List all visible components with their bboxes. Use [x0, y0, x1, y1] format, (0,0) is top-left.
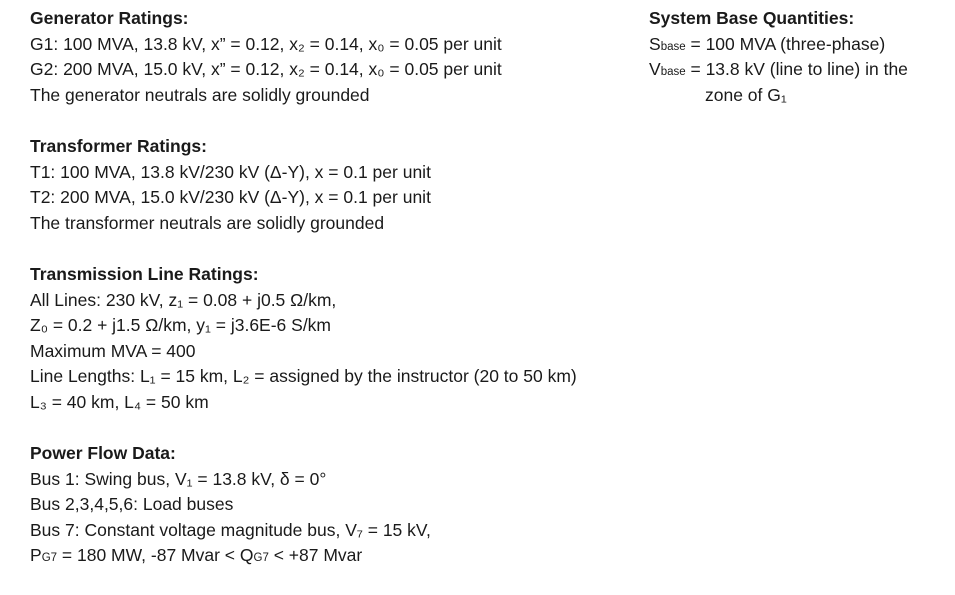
g2-rating: G2: 200 MVA, 15.0 kV, x” = 0.12, x₂ = 0.14, x₀ = 0.05 per unit — [30, 59, 502, 80]
power-flow-heading: Power Flow Data: — [30, 443, 176, 464]
transmission-line-section — [30, 262, 640, 416]
pg-symbol: P — [30, 545, 42, 566]
line-lengths-1: Line Lengths: L₁ = 15 km, L₂ = assigned by the instructor (20 to 50 km) — [30, 366, 577, 387]
bus7-data: Bus 7: Constant voltage magnitude bus, V₇ = 15 kV, — [30, 519, 431, 540]
bus1-data: Bus 1: Swing bus, V₁ = 13.8 kV, δ = 0° — [30, 468, 327, 489]
g1-rating: G1: 100 MVA, 13.8 kV, x” = 0.12, x₂ = 0.14, x₀ = 0.05 per unit — [30, 33, 502, 54]
generator-ratings-heading: Generator Ratings: — [30, 8, 189, 28]
generator-ratings-section — [30, 6, 640, 108]
pg-subscript: G7 — [41, 552, 58, 565]
line-max-mva: Maximum MVA = 400 — [30, 340, 196, 361]
pq-end-text: < +87 Mvar — [268, 545, 363, 566]
s-base-symbol: S — [649, 33, 661, 54]
transformer-ratings-section — [30, 134, 640, 236]
qg-subscript: G7 — [253, 552, 269, 565]
left-column — [30, 6, 640, 595]
t1-rating: T1: 100 MVA, 13.8 kV/230 kV (Δ-Y), x = 0.1 per unit — [30, 161, 431, 182]
system-base-heading: System Base Quantities: — [649, 8, 855, 28]
t2-rating: T2: 200 MVA, 15.0 kV/230 kV (Δ-Y), x = 0.1 per unit — [30, 187, 431, 208]
v-base-subscript: base — [660, 66, 686, 79]
v-base-value: = 13.8 kV (line to line) in the — [685, 59, 908, 80]
pq-middle-text: = 180 MW, -87 Mvar < Q — [57, 545, 254, 566]
s-base-value: = 100 MVA (three-phase) — [685, 33, 886, 54]
line-impedance-z0: Z₀ = 0.2 + j1.5 Ω/km, y₁ = j3.6E-6 S/km — [30, 315, 332, 336]
line-lengths-2: L₃ = 40 km, L₄ = 50 km — [30, 391, 209, 412]
bus7-pq-limits — [30, 543, 640, 569]
s-base-subscript: base — [660, 40, 686, 53]
load-buses-data: Bus 2,3,4,5,6: Load buses — [30, 494, 234, 515]
right-column — [649, 6, 949, 108]
v-base-zone: zone of G₁ — [705, 84, 787, 105]
transmission-line-heading: Transmission Line Ratings: — [30, 263, 259, 284]
line-impedance-z1: All Lines: 230 kV, z₁ = 0.08 + j0.5 Ω/km, — [30, 289, 337, 310]
s-base-line — [649, 32, 949, 58]
transformer-ratings-heading: Transformer Ratings: — [30, 135, 207, 156]
generator-neutral-note: The generator neutrals are solidly grounded — [30, 84, 370, 105]
power-flow-section — [30, 441, 640, 569]
v-base-symbol: V — [649, 59, 661, 80]
v-base-line — [649, 57, 949, 83]
transformer-neutral-note: The transformer neutrals are solidly grounded — [30, 212, 385, 233]
